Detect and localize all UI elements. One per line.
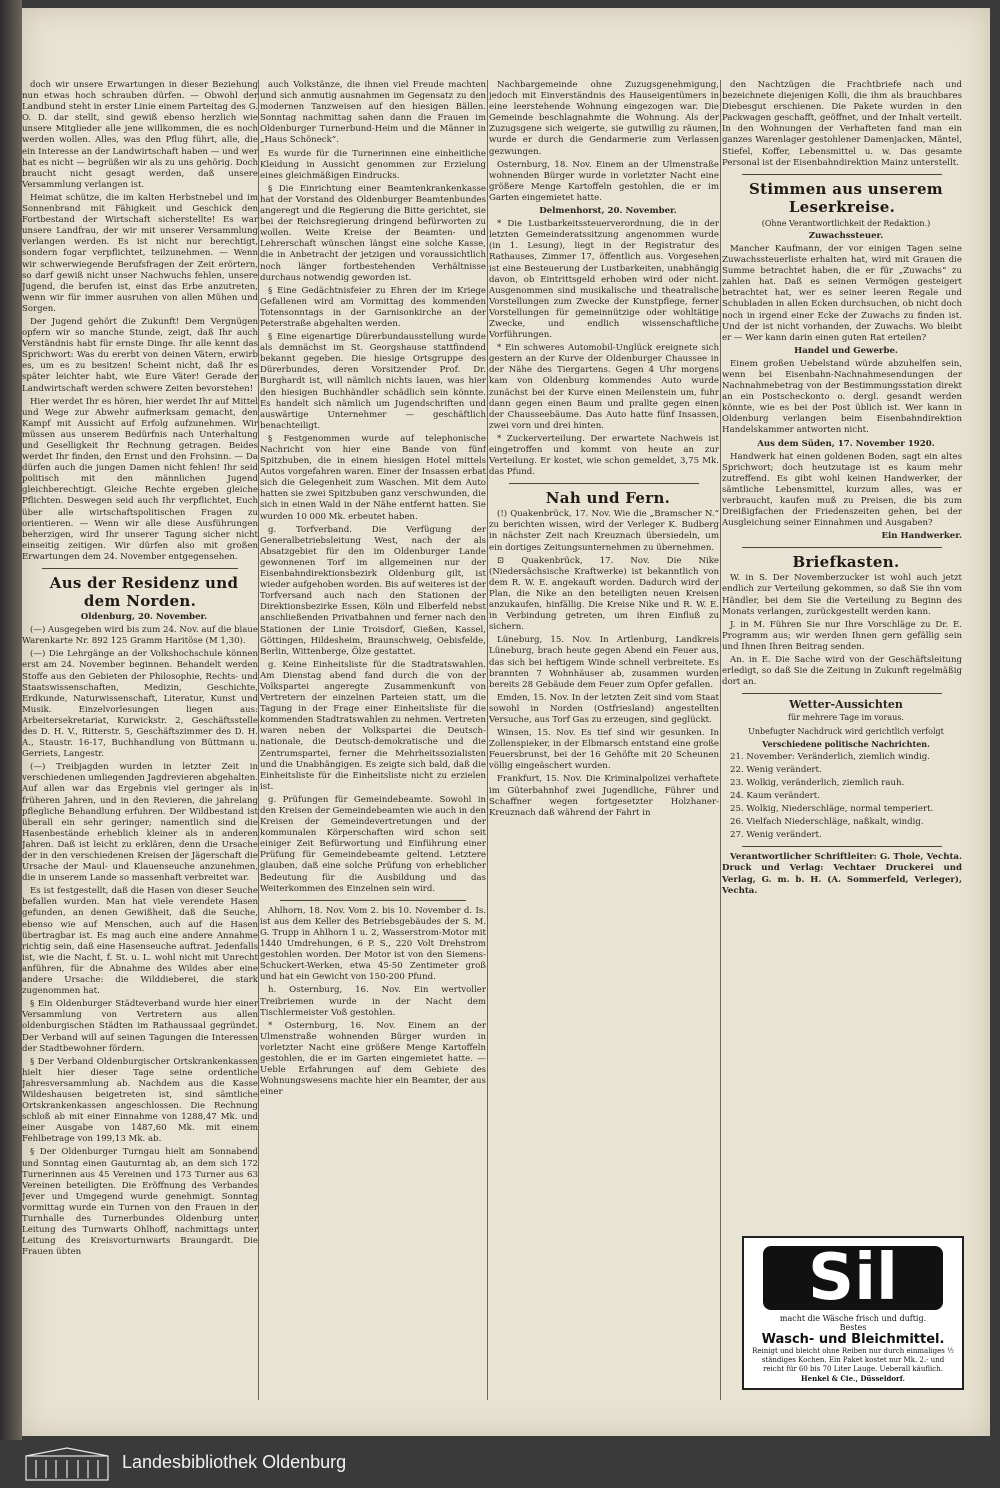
divider bbox=[742, 547, 942, 548]
subheading: Handel und Gewerbe. bbox=[794, 345, 898, 356]
paragraph: Ahlhorn, 18. Nov. Vom 2. bis 10. November d. Is. ist aus dem Keller des Betriebsgebäudes der S. M. G. Trupp in Ahlhorn 1 u. 2, Wasserstrom-Motor mit 1440 Umdrehungen, 6 P. S., 220 Volt Drehstrom gestohlen worden. Der Motor ist von den Siemens-Schuckert-Werken, etwa 45-50 Zentimeter groß und hat ein Gewicht von 150-200 Pfund. bbox=[260, 905, 486, 983]
paragraph: § Ein Oldenburger Städteverband wurde hier einer Versammlung von Vertretern aus allen oldenburgischen Städten im Rathaussaal gegründet. Der Verband will auf seinen Tagungen die Interessen der Stadtbewohner fördern. bbox=[22, 999, 258, 1054]
weather-subtitle: für mehrere Tage im voraus. bbox=[788, 713, 904, 723]
weather-line: 23. Wolkig, veränderlich, ziemlich rauh. bbox=[730, 777, 905, 788]
library-name: Landesbibliothek Oldenburg bbox=[122, 1452, 347, 1472]
ad-tagline: Bestes bbox=[839, 1323, 867, 1332]
weather-line: 26. Vielfach Niederschläge, naßkalt, windig. bbox=[730, 817, 924, 828]
column-4 bbox=[722, 80, 962, 1230]
paragraph: An. in E. Die Sache wird von der Geschäftsleitung erledigt, so daß Sie die Zeitung in Zukunft regelmäßig dort an. bbox=[722, 655, 962, 688]
paragraph: Es ist festgestellt, daß die Hasen von dieser Seuche befallen wurden. Man hat viele verendete Hasen gefunden, an denen Gewißheit, daß die Seuche, ebenso wie auf Menschen, auch auf die Hasen übertragbar ist. Es mag auch eine andere Annahme richtig sein, daß eine Hasenseuche auftrat. Jedenfalls ist, wie die Nacht, f. St. u. L. wohl nicht mit Unrecht anführen, für die Abnahme des Wildes aber eine andere Ursache: die Wilddieberei, die stark zugenommen hat. bbox=[22, 886, 258, 997]
library-building-icon bbox=[22, 1446, 112, 1482]
paragraph: Lüneburg, 15. Nov. In Artlenburg, Landkreis Lüneburg, brach heute gegen Abend ein Feuer aus, das sich bei heftigem Winde schnell verbreitete. Es brannten 7 Wohnhäuser ab, zusammen wurden bereits 28 Gebäude dem Feuer zum Opfer gefallen. bbox=[489, 635, 719, 690]
paragraph: W. in S. Der Novemberzucker ist wohl auch jetzt endlich zur Verteilung gekommen, so daß Sie ihn vom Händler, bei dem Sie die Verteilung zu Beginn des Monats verlangen, zurückgestellt werden kann. bbox=[722, 573, 962, 617]
paragraph: Einem großen Uebelstand würde abzuhelfen sein, wenn bei Eisenbahn-Nachnahmesendungen der Nachnahmebetrag von der Bestimmungsstation direkt an ein Postscheckonto o. dergl. gesandt werden könnte, wie es bei der Post üblich ist. Wer kann in Oldenburg verlangen beim Eisenbahndirektion Handelskammer antworten nicht. bbox=[722, 358, 962, 436]
paragraph: Nachbargemeinde ohne Zuzugsgenehmigung, jedoch mit Einverständnis des Hauseigentümers in eine leerstehende Wohnung eingezogen war. Die Gemeinde beschlagnahmte die Wohnung. Als der Zuzugsgene sich weigerte, sie gutwillig zu räumen, wurde er durch die Gendarmerie zum Verlassen gezwungen. bbox=[489, 80, 719, 157]
column-1 bbox=[22, 80, 258, 1400]
paragraph: g. Prüfungen für Gemeindebeamte. Sowohl in den Kreisen der Gemeindebeamten wie auch in den Kreisen der Gemeindevertretungen und der kommunalen Körperschaften wird schon seit einiger Zeit Befürwortung und Einführung einer Prüfung für Gemeindebeamte geltend. Letztere glauben, daß eine solche Prüfung von erheblicher Bedeutung für die Ausbildung und das Weiterkommen des Einzelnen sein wird. bbox=[260, 794, 486, 894]
paragraph: den Nachtzügen die Frachtbriefe nach und bezeichnete diejenigen Kolli, die ihm als brauchbares Diebesgut erschienen. Die Pakete wurden in den Packwagen geschafft, geöffnet, und der Inhalt verteilt. In den Wohnungen der Verhafteten fand man ein ganzes Warenlager gestohlener Damenjacken, Mäntel, Stiefel, Koffer, Lebensmittel u. w. Das gesamte Personal ist der Eisenbahndirektion Mainz unterstellt. bbox=[722, 80, 962, 168]
divider bbox=[742, 174, 942, 175]
paragraph: Hier werdet Ihr es hören, hier werdet Ihr auf Mittel und Wege zur Abwehr aufmerksam gemacht, den Kampf mit Aussicht auf Erfolg aufzunehmen. Wir müssen aus unserem Bedürfnis nach Unterhaltung und Geselligkeit Ihr Rechnung getragen. Beides werdet Ihr finden, den Ernst und den Frohsinn. — Da dürfen auch die jungen Damen nicht fehlen! Ihr seid politisch mit den männlichen Jugend gleichberechtigt. Gleiche Rechte ergeben gleiche Pflichten. Deswegen seid auch Ihr verpflichtet, Euch über alle wirtschaftspolitischen Fragen zu orientieren. — Wenn wir alle diese Ausführungen beherzigen, wird Ihr unserer Tagung sicher nicht einseitig zeitigen. Wir dürfen also mit großen Erwartungen dem 24. November entgegensehen. bbox=[22, 396, 258, 562]
divider bbox=[509, 483, 699, 484]
column-2 bbox=[260, 80, 486, 1400]
paragraph: Mancher Kaufmann, der vor einigen Tagen seine Zuwachssteuerliste erhalten hat, wird mit Grauen die Summe betrachtet haben, die er für „Zuwachs“ zu zahlen hat. Daß es seinen Vermögen gesteigert betrachtet hat, wer es seiner leeren Regale und Schubladen in allen Ecken durchsuchen, ob nicht doch noch in irgend einer Ecke der Zuwachs zu finden ist. Und der ist nicht vorhanden, der Zuwachs. Wo bleibt er — Wer kann darin einen guten Rat erteilen? bbox=[722, 243, 962, 343]
divider bbox=[742, 693, 942, 694]
dateline: Delmenhorst, 20. November. bbox=[539, 206, 677, 217]
signature: Ein Handwerker. bbox=[881, 531, 962, 542]
ad-company: Henkel & Cie., Düsseldorf. bbox=[801, 1374, 905, 1383]
paragraph: Der Jugend gehört die Zukunft! Dem Vergnügen opfern wir so manche Stunde, zeigt, daß Ihr auch Verständnis habt für ernste Dinge. Ihr alle kennt das Sprichwort: Was du ererbt von deinen Vätern, erwirb es, um es zu besitzen! Scheint nicht, daß Ihr es später leichter habt, wie Eure Väter! Gerade der Landwirtschaft werden schwere Zeiten bevorstehen! bbox=[22, 316, 258, 394]
divider bbox=[280, 900, 466, 901]
weather-line: 27. Wenig verändert. bbox=[730, 830, 822, 841]
section-heading: Briefkasten. bbox=[792, 553, 900, 572]
paragraph: g. Keine Einheitsliste für die Stadtratswahlen. Am Dienstag abend fand durch die von der Volkspartei angeregte Zusammenkunft von Vertretern der einzelnen Parteien statt, um die Tagung in der Frage einer Einheitsliste für die kommenden Stadtratswahlen zu nehmen. Vertreten waren neben der Volkspartei die Deutsch-nationale, die Deutsch-demokratische und die Zentrumspartei, ferner die Mehrheitssozialisten und die Unabhängigen. Es zeigte sich bald, daß die Einheitsliste für die Einheitsliste nicht zu erzielen ist. bbox=[260, 659, 486, 792]
weather-heading: Wetter-Aussichten bbox=[789, 698, 903, 712]
weather-line: 25. Wolkig, Niederschläge, normal temperiert. bbox=[730, 804, 934, 815]
dateline: Aus dem Süden, 17. November 1920. bbox=[757, 438, 935, 449]
library-footer bbox=[0, 1440, 1000, 1488]
paragraph: J. in M. Führen Sie nur Ihre Vorschläge zu Dr. E. Programm aus; wir werden Ihnen gern gefällig sein und Ihnen Ihren Beitrag senden. bbox=[722, 619, 962, 652]
paragraph: * Osternburg, 16. Nov. Einem an der Ulmenstraße wohnenden Bürger wurden in vorletzter Nacht eine größere Menge Kartoffeln gestohlen, die er im Garten eingemietet hatte. — Ueble Erfahrungen auf dem Gebiete des Wohnungswesens machte hier ein Beamter, der aus einer bbox=[260, 1020, 486, 1098]
paragraph: (—) Ausgegeben wird bis zum 24. Nov. auf die blaue Warenkarte Nr. 892 125 Gramm Haritöse (M 1,30). bbox=[22, 625, 258, 647]
paragraph: § Festgenommen wurde auf telephonische Nachricht von hier eine Bande von fünf Spitzbuben, die in einem hiesigen Hotel mittels Autos vorgefahren waren. Einer der Insassen erbat sich die Gelegenheit zum Waschen. Mit dem Auto hatten sie zwei Spitzbuben ganz verschwunden, die sich in einen Wald in der Nähe entfernt hatten. Sie wurden 10 000 Mk. erbeutet haben. bbox=[260, 433, 486, 522]
weather-subtitle: Unbefugter Nachdruck wird gerichtlich verfolgt bbox=[748, 726, 944, 736]
divider bbox=[742, 846, 942, 847]
paragraph: Winsen, 15. Nov. Es tief sind wir gesunken. In Zollenspieker, in der Elbmarsch entstand eine große Feuersbrunst, bei der 16 Gehöfte mit 20 Scheunen völlig eingeäschert wurden. bbox=[489, 728, 719, 772]
weather-line: 22. Wenig verändert. bbox=[730, 764, 822, 775]
paragraph: Emden, 15. Nov. In der letzten Zeit sind vom Staat sowohl in Norden (Ostfriesland) angestellten Versuche, aus Torf Gas zu erzeugen, sind geglückt. bbox=[489, 692, 719, 725]
column-3 bbox=[489, 80, 719, 1400]
paragraph: § Eine eigenartige Dürerbundausstellung wurde als demnächst im St. Georgshause stattfindend bekannt gegeben. Die hiesige Ortsgruppe des Dürerbundes, deren Vorsitzender Prof. Dr. Burghardt ist, will nämlich nichts lauen, was hier den hiesigen Buchhändler schädlich sein könnte. Es handelt sich nämlich um Jugendschriften und auswärtige Unternehmer — geschäftlich benachteiligt. bbox=[260, 332, 486, 431]
column-rule bbox=[487, 80, 488, 1400]
paragraph: doch wir unsere Erwartungen in dieser Beziehung nun etwas hoch schrauben dürfen. — Obwohl der Landbund steht in erster Linie einem Parteitag des G. O. D. dar stellt, sind gewiß ebenso herzlich wie unsere Mitglieder alle jene willkommen, die es noch werden wollen. Alles, was den Pflug führt, alle, die ein Interesse an der Landwirtschaft haben — und wer hat es nicht — begrüßen wir als zu uns gehörig. Doch braucht nicht gesagt werden, daß unsere Versammlung verlangen ist. bbox=[22, 80, 258, 190]
sil-logo: Sil bbox=[763, 1246, 943, 1310]
paragraph: § Die Einrichtung einer Beamtenkrankenkasse hat der Vorstand des Oldenburger Beamtenbundes angeregt und die Regierung die Bitte gerichtet, sie bei der Reichsregierung dringend befürworten zu wollen. Weite Kreise der Beamten- und Lehrerschaft wünschen längst eine solche Kasse, die in Anbetracht der jetzigen und voraussichtlich noch länger fortbestehenden Verhältnisse durchaus notwendig geworden ist. bbox=[260, 183, 486, 283]
paragraph: * Die Lustbarkeitssteuerverordnung, die in der letzten Gemeinderatssitzung angenommen wurde (in 1. Lesung), liegt in der Registratur des Rathauses, Zimmer 17, öffentlich aus. Vorgesehen ist eine Besteuerung der Lustbarkeiten, unabhängig davon, ob Eintrittsgeld erhoben wird oder nicht. Ausgenommen sind musikalische und theatralische Vorstellungen zum Zwecke der Kunstpflege, ferner Vorstellungen für gemeinnützige oder wohltätige Zwecke, und endlich wissenschaftliche Vorführungen. bbox=[489, 219, 719, 341]
paragraph: § Eine Gedächtnisfeier zu Ehren der im Kriege Gefallenen wird am Vormittag des kommenden Totensonntags in der Garnisonkirche an der Peterstraße abgehalten werden. bbox=[260, 285, 486, 329]
subheading: Zuwachssteuer. bbox=[808, 230, 884, 241]
ad-tagline: macht die Wäsche frisch und duftig. bbox=[779, 1314, 927, 1323]
paragraph: * Zuckerverteilung. Der erwartete Nachweis ist eingetroffen und kommt von heute an zur Verteilung. Er kostet, wie schon gemeldet, 3,75 Mk. das Pfund. bbox=[489, 433, 719, 478]
weather-line: 21. November: Veränderlich, ziemlich windig. bbox=[730, 751, 930, 762]
editor-note: (Ohne Verantwortlichkeit der Redaktion.) bbox=[761, 218, 931, 228]
paragraph: Es wurde für die Turnerinnen eine einheitliche Kleidung in Aussicht genommen zur Erzielung eines gleichmäßigen Eindrucks. bbox=[260, 148, 486, 181]
paragraph: § Der Verband Oldenburgischer Ortskrankenkassen hielt hier dieser Tage seine ordentliche Jahresversammlung ab. Nachdem aus die Kasse Wildeshausen beigetreten ist, sind sämtliche Ortskrankenkassen angeschlossen. Die Rechnung schloß ab mit einer Einnahme von 1288,47 Mk. und einer Ausgabe von 1487,60 Mk. mit einem Fehlbetrage von 199,13 Mk. ab. bbox=[22, 1056, 258, 1145]
paragraph: (!) Quakenbrück, 17. Nov. Wie die „Bramscher N.“ zu berichten wissen, wird der Verleger K. Budberg in nächster Zeit nach Kreuznach übersiedeln, um ein dortiges Zeitungsunternehmen zu übernehmen. bbox=[489, 509, 719, 553]
ad-description: Reinigt und bleicht ohne Reiben nur durch einmaliges ½ ständiges Kochen. Ein Paket kostet nur Mk. 2.- und reicht für 60 bis 70 Liter Lauge. Ueberall käuflich. bbox=[752, 1347, 954, 1373]
weather-line: 24. Kaum verändert. bbox=[730, 790, 820, 801]
section-heading: Nah und Fern. bbox=[545, 489, 671, 508]
paragraph: § Der Oldenburger Turngau hielt am Sonnabend und Sonntag einen Gauturntag ab, an dem sich 172 Turnerinnen aus 45 Vereinen und 173 Turner aus 63 Vereinen beteiligten. Die Eröffnung des Verbandes Jever und Umgegend wurde genehmigt. Sonntag vormittag wurde ein Turnen von den Frauen in der Turnhalle des Turnerbundes Oldenburg unter Leitung des Turnwarts Ohlhoff, nachmittags unter Leitung des Kreisvorturnwarts Braungardt. Die Frauen übten bbox=[22, 1147, 258, 1258]
paragraph: * Ein schweres Automobil-Unglück ereignete sich gestern an der Kurve der Oldenburger Chaussee in der Nähe des Tiergartens. Gegen 4 Uhr morgens kam von Oldenburg kommendes Auto wurde zunächst bei der Kurve einen Meilenstein um, fuhr dann gegen einen Baum und prallte gegen einen der Chausseebäume. Das Auto hatte fünf Insassen, zwei vorn und drei hinten. bbox=[489, 343, 719, 431]
column-rule bbox=[258, 80, 259, 1400]
paragraph: (—) Die Lehrgänge an der Volkshochschule können erst am 24. November beginnen. Behandelt werden Stoffe aus den Gebieten der Philosophie, Rechts- und Staatswissenschaften, Medizin, Geschichte, Erdkunde, Naturwissenschaft, Literatur, Kunst und Musik. Einzelvorlesungen liegen aus: Arbeitersekretariat, Kurwickstr. 2, Geschäftsstelle des D. H. V., Ritterstr. 5, Geschäftszimmer des D. H. A., Staustr. 16-17, Buchhandlung von Büttmann u. Gerriets, Langestr. bbox=[22, 649, 258, 760]
paragraph: Handwerk hat einen goldenen Boden, sagt ein altes Sprichwort; doch heutzutage ist es kaum mehr zutreffend. Es gibt wohl keinen Handwerker, der sämtliche Lebensmittel, kurzum alles, was er verbraucht, kaufen muß zu Preisen, die bis zum Dreißigfachen der Friedenszeiten gehen, bei der Ausgleichung seiner Einnahmen und Ausgaben? bbox=[722, 451, 962, 529]
paragraph: ⊡ Quakenbrück, 17. Nov. Die Nike (Niedersächsische Kraftwerke) ist bekanntlich von dem R. W. E. angekauft worden. Dadurch wird der Plan, die Nike an den beteiligten neuen Kreisen anzukaufen, hinfällig. Die Kreise Nike und R. W. E. in Verbindung getreten, um ihren Einfluß zu sichern. bbox=[489, 555, 719, 633]
paragraph: Frankfurt, 15. Nov. Die Kriminalpolizei verhaftete im Güterbahnhof zwei Jugendliche, Führer und Schaffner wegen fortgesetzter Holzhaner-Kreuznach daß während der Fahrt in bbox=[489, 774, 719, 818]
paragraph: Osternburg, 18. Nov. Einem an der Ulmenstraße wohnenden Bürger wurde in vorletzter Nacht eine größere Menge Kartoffeln gestohlen, die er im Garten eingemietet hatte. bbox=[489, 159, 719, 203]
section-heading: Aus der Residenz und dem Norden. bbox=[49, 574, 239, 611]
section-heading: Stimmen aus unserem Leserkreise. bbox=[749, 179, 943, 216]
dateline: Oldenburg, 20. November. bbox=[80, 612, 208, 623]
sil-advertisement bbox=[742, 1236, 964, 1390]
column-rule bbox=[720, 80, 721, 1400]
paragraph: h. Osternburg, 16. Nov. Ein wertvoller Treibriemen wurde in der Nacht dem Tischlermeister Voß gestohlen. bbox=[260, 985, 486, 1018]
imprint: Verantwortlicher Schriftleiter: G. Thole, Vechta. Druck und Verlag: Vechtaer Druckerei und Verlag, G. m. b. H. (A. Sommerfeld, Verleger), Vechta. bbox=[722, 852, 962, 896]
scan-edge bbox=[0, 0, 22, 1440]
paragraph: (—) Treibjagden wurden in letzter Zeit in verschiedenen umliegenden Jagdrevieren abgehalten. Auf allen war das Ergebnis viel geringer als in früheren Jahren, und in den Revieren, die jahrelang pflegliche Behandlung erfuhren. Der Wildbestand ist überall ein sehr geringer; namentlich sind die Hasenbestände erheblich kleiner als in anderen Jahren. Daß ist leicht zu erklären, denn die Ursache der in den verschiedenen Kreisen der Jägerschaft die Ursache der Maul- und Klauenseuche anzunehmen, die in unserem Lande so massenhaft verbreitet war. bbox=[22, 762, 258, 884]
paragraph: Heimat schütze, die im kalten Herbstnebel und im Sonnenbrand mit Fähigkeit und Geschick den Fortbestand der Wirtschaft sicherstellte! Es war unsere Landfrau, der wir mit unserer Versammlung verlangen werden. Es ist nicht nur berechtigt, sondern fogar verpflichtet, teilzunehmen. — Wenn wir schwerwiegende Berufsfragen der Zeit erörtern, so darf gewiß nicht unser Nachwuchs fehlen, unsere Jugend, die berufen ist, einst das Erbe anzutreten, wenn wir für immer ausruhen von allen Mühen und Sorgen. bbox=[22, 192, 258, 314]
divider bbox=[42, 568, 238, 569]
paragraph: g. Torfverband. Die Verfügung der Generalbetriebsleitung West, nach der als Absatzgebiet für den im Oldenburger Lande gewonnenen Torf im allgemeinen nur der Eisenbahndirektionsbezirk Oldenburg gilt, ist wieder aufgehoben worden. Bis auf weiteres ist der Torfversand auch nach den Stationen der Direktionsbezirke Essen, Köln und Elberfeld nebst anschließenden Privatbahnen und ferner nach den Stationen der Linie Troisdorf, Gießen, Kassel, Göttingen, Hildesheim, Braunschweig, Oebisfelde, Berlin, Wittenberge, Ölze gestattet. bbox=[260, 524, 486, 657]
ad-product: Wasch- und Bleichmittel. bbox=[761, 1332, 945, 1347]
paragraph: auch Volkstänze, die ihnen viel Freude machten und sich anmutig ausnahmen im Gegensatz zu den modernen Tanzweisen auf den hiesigen Bällen. Sonntag nachmittag sahen dann die Frauen im Oldenburger Turnerbund-Heim und die Männer in „Haus Schöneck“. bbox=[260, 80, 486, 146]
weather-subtitle: Verschiedene politische Nachrichten. bbox=[762, 738, 930, 749]
